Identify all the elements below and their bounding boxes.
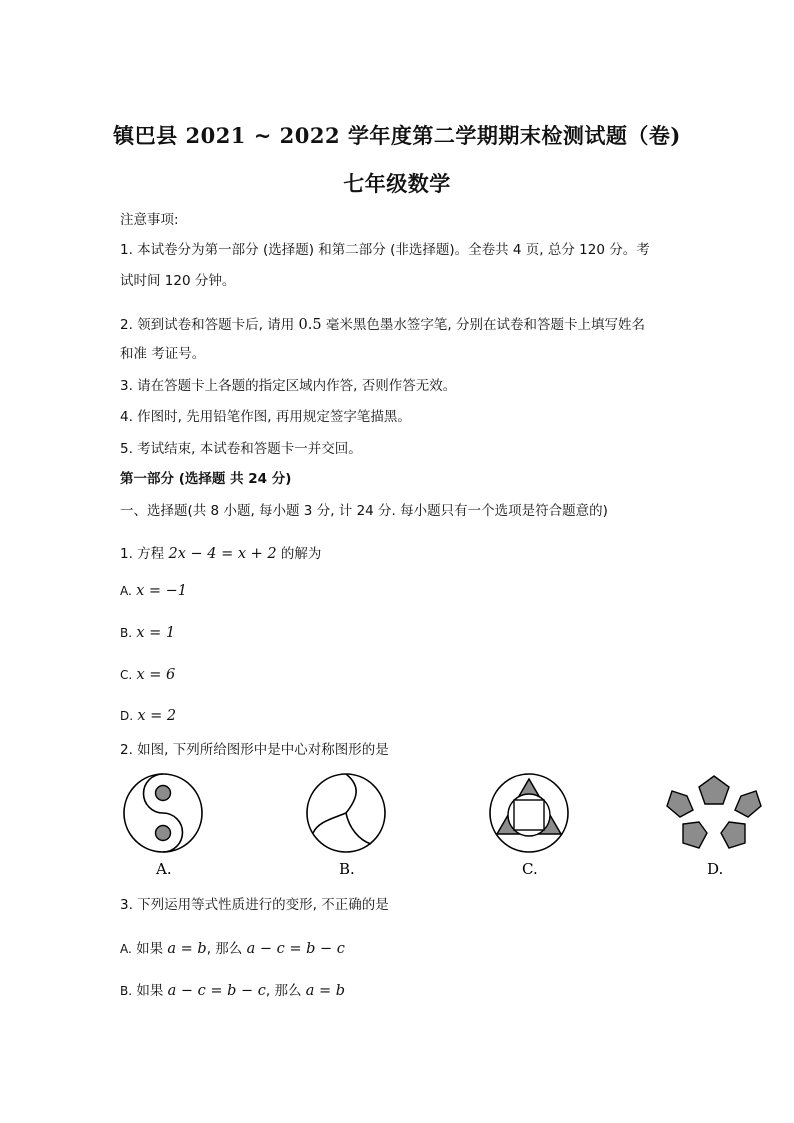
note-2-text-b: 毫米黑色墨水签字笔, 分别在试卷和答题卡上填写姓名 [321, 317, 645, 333]
figure-b-triple-swirl [307, 774, 385, 852]
exam-title: 镇巴县 2021 ~ 2022 学年度第二学期期末检测试题（卷) [113, 123, 681, 148]
option-prefix: 如果 [136, 941, 168, 957]
option-label: B. [120, 984, 133, 998]
figure-c-label: C. [522, 860, 538, 878]
note-5: 5. 考试结束, 本试卷和答题卡一并交回。 [120, 441, 362, 457]
option-condition: a − c = b − c [167, 983, 266, 999]
question-2: 2. 如图, 下列所给图形中是中心对称图形的是 [120, 742, 389, 758]
option-label: B. [120, 626, 133, 640]
figure-a-label: A. [156, 860, 172, 878]
option-mid: , 那么 [265, 983, 306, 999]
option-value: x = 2 [137, 708, 177, 724]
question-3-option-b [120, 979, 345, 999]
question-1-suffix: 的解为 [276, 546, 322, 562]
figure-b-label: B. [339, 860, 355, 878]
exam-subtitle: 七年级数学 [343, 171, 451, 196]
question-1 [120, 542, 321, 562]
figure-a-yin-yang [124, 774, 202, 852]
section-1-heading: 一、选择题(共 8 小题, 每小题 3 分, 计 24 分. 每小题只有一个选项是符合题意的) [120, 503, 608, 519]
option-result: a − c = b − c [246, 941, 345, 957]
question-1-option-c [120, 667, 175, 683]
option-value: x = −1 [136, 583, 188, 599]
note-1-line-1: 1. 本试卷分为第一部分 (选择题) 和第二部分 (非选择题)。全卷共 4 页, 总分 120 分。考 [120, 242, 650, 258]
question-1-option-b [120, 625, 175, 641]
note-2-line-2: 和准 考证号。 [120, 346, 206, 362]
option-label: C. [120, 668, 133, 682]
notes-heading: 注意事项: [120, 212, 179, 228]
note-2-number: 0.5 [298, 317, 322, 333]
option-mid: , 那么 [206, 941, 247, 957]
note-3: 3. 请在答题卡上各题的指定区域内作答, 否则作答无效。 [120, 378, 457, 394]
figure-d-pentagon-ring [667, 776, 761, 848]
note-1-line-2: 试时间 120 分钟。 [120, 273, 236, 289]
option-label: A. [120, 584, 132, 598]
question-1-equation: 2x − 4 = x + 2 [168, 546, 277, 562]
question-1-option-a [120, 583, 187, 599]
note-2-line-1 [120, 313, 645, 333]
question-3-option-a [120, 937, 345, 957]
option-label: D. [120, 709, 134, 723]
option-condition: a = b [167, 941, 207, 957]
question-3: 3. 下列运用等式性质进行的变形, 不正确的是 [120, 897, 389, 913]
figure-c-triangle-square [490, 774, 568, 852]
question-2-figures [115, 770, 770, 880]
note-2-text-a: 2. 领到试卷和答题卡后, 请用 [120, 317, 299, 333]
option-label: A. [120, 942, 132, 956]
question-1-prefix: 1. 方程 [120, 546, 169, 562]
note-4: 4. 作图时, 先用铅笔作图, 再用规定签字笔描黑。 [120, 409, 411, 425]
part-1-heading: 第一部分 (选择题 共 24 分) [120, 471, 292, 487]
option-value: x = 6 [136, 667, 176, 683]
question-1-option-d [120, 708, 176, 724]
figure-d-label: D. [707, 860, 724, 878]
option-prefix: 如果 [136, 983, 168, 999]
option-value: x = 1 [136, 625, 176, 641]
option-result: a = b [305, 983, 346, 999]
